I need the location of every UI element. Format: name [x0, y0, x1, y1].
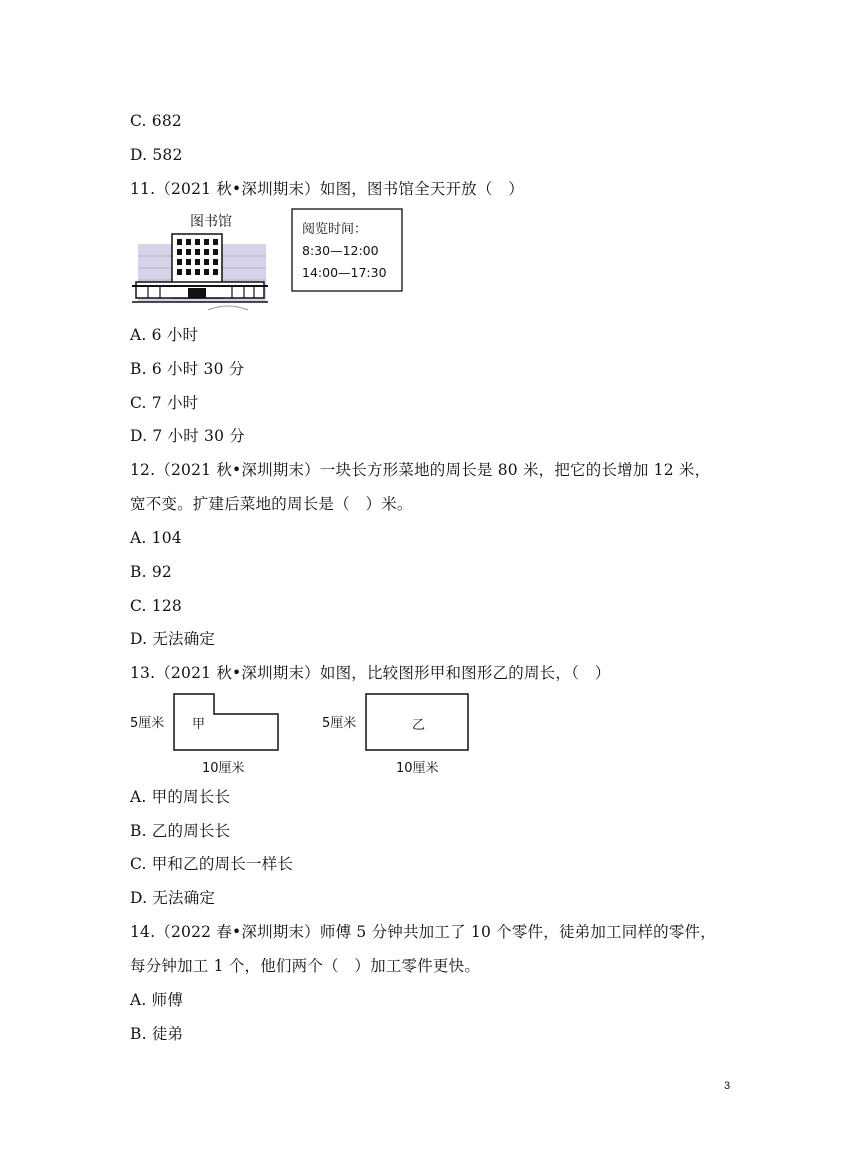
page-number: 3 [724, 1080, 731, 1092]
shape-jia [174, 694, 278, 750]
hours-afternoon: 14:00—17:30 [302, 265, 387, 280]
option-b-q14: B. 徒弟 [130, 1025, 184, 1043]
option-c-q10: C. 682 [130, 112, 182, 130]
shape-yi-label: 乙 [412, 718, 426, 733]
shape-yi-height: 5厘米 [322, 716, 357, 731]
option-c-q11: C. 7 小时 [130, 394, 199, 412]
option-d-q10: D. 582 [130, 146, 183, 164]
option-d-q13: D. 无法确定 [130, 889, 216, 907]
option-b-q11: B. 6 小时 30 分 [130, 360, 245, 378]
option-a-q14: A. 师傅 [130, 991, 184, 1009]
perimeter-shapes-figure [126, 690, 486, 780]
hours-heading: 阅览时间： [302, 222, 368, 237]
question-12-line1: 12.（2021 秋•深圳期末）一块长方形菜地的周长是 80 米，把它的长增加 12 米， [130, 461, 711, 479]
option-c-q13: C. 甲和乙的周长一样长 [130, 855, 294, 873]
library-figure [128, 206, 408, 318]
shape-yi-width: 10厘米 [396, 761, 439, 776]
question-14-line2: 每分钟加工 1 个，他们两个（ ）加工零件更快。 [130, 957, 481, 975]
question-11: 11.（2021 秋•深圳期末）如图，图书馆全天开放（ ） [130, 180, 524, 198]
option-a-q13: A. 甲的周长长 [130, 788, 231, 806]
question-14-line1: 14.（2022 春•深圳期末）师傅 5 分钟共加工了 10 个零件，徒弟加工同样的零件， [130, 923, 716, 941]
question-12-line2: 宽不变。扩建后菜地的周长是（ ）米。 [130, 495, 413, 513]
hours-morning: 8:30—12:00 [302, 243, 379, 258]
option-d-q11: D. 7 小时 30 分 [130, 427, 245, 445]
shape-jia-width: 10厘米 [202, 761, 245, 776]
option-a-q11: A. 6 小时 [130, 326, 199, 344]
option-b-q13: B. 乙的周长长 [130, 822, 231, 840]
shape-jia-height: 5厘米 [130, 716, 165, 731]
library-title: 图书馆 [190, 214, 232, 230]
option-b-q12: B. 92 [130, 563, 172, 581]
shape-jia-label: 甲 [192, 717, 206, 732]
option-a-q12: A. 104 [130, 529, 182, 547]
question-13: 13.（2021 秋•深圳期末）如图，比较图形甲和图形乙的周长，（ ） [130, 664, 611, 682]
option-c-q12: C. 128 [130, 597, 182, 615]
option-d-q12: D. 无法确定 [130, 630, 216, 648]
